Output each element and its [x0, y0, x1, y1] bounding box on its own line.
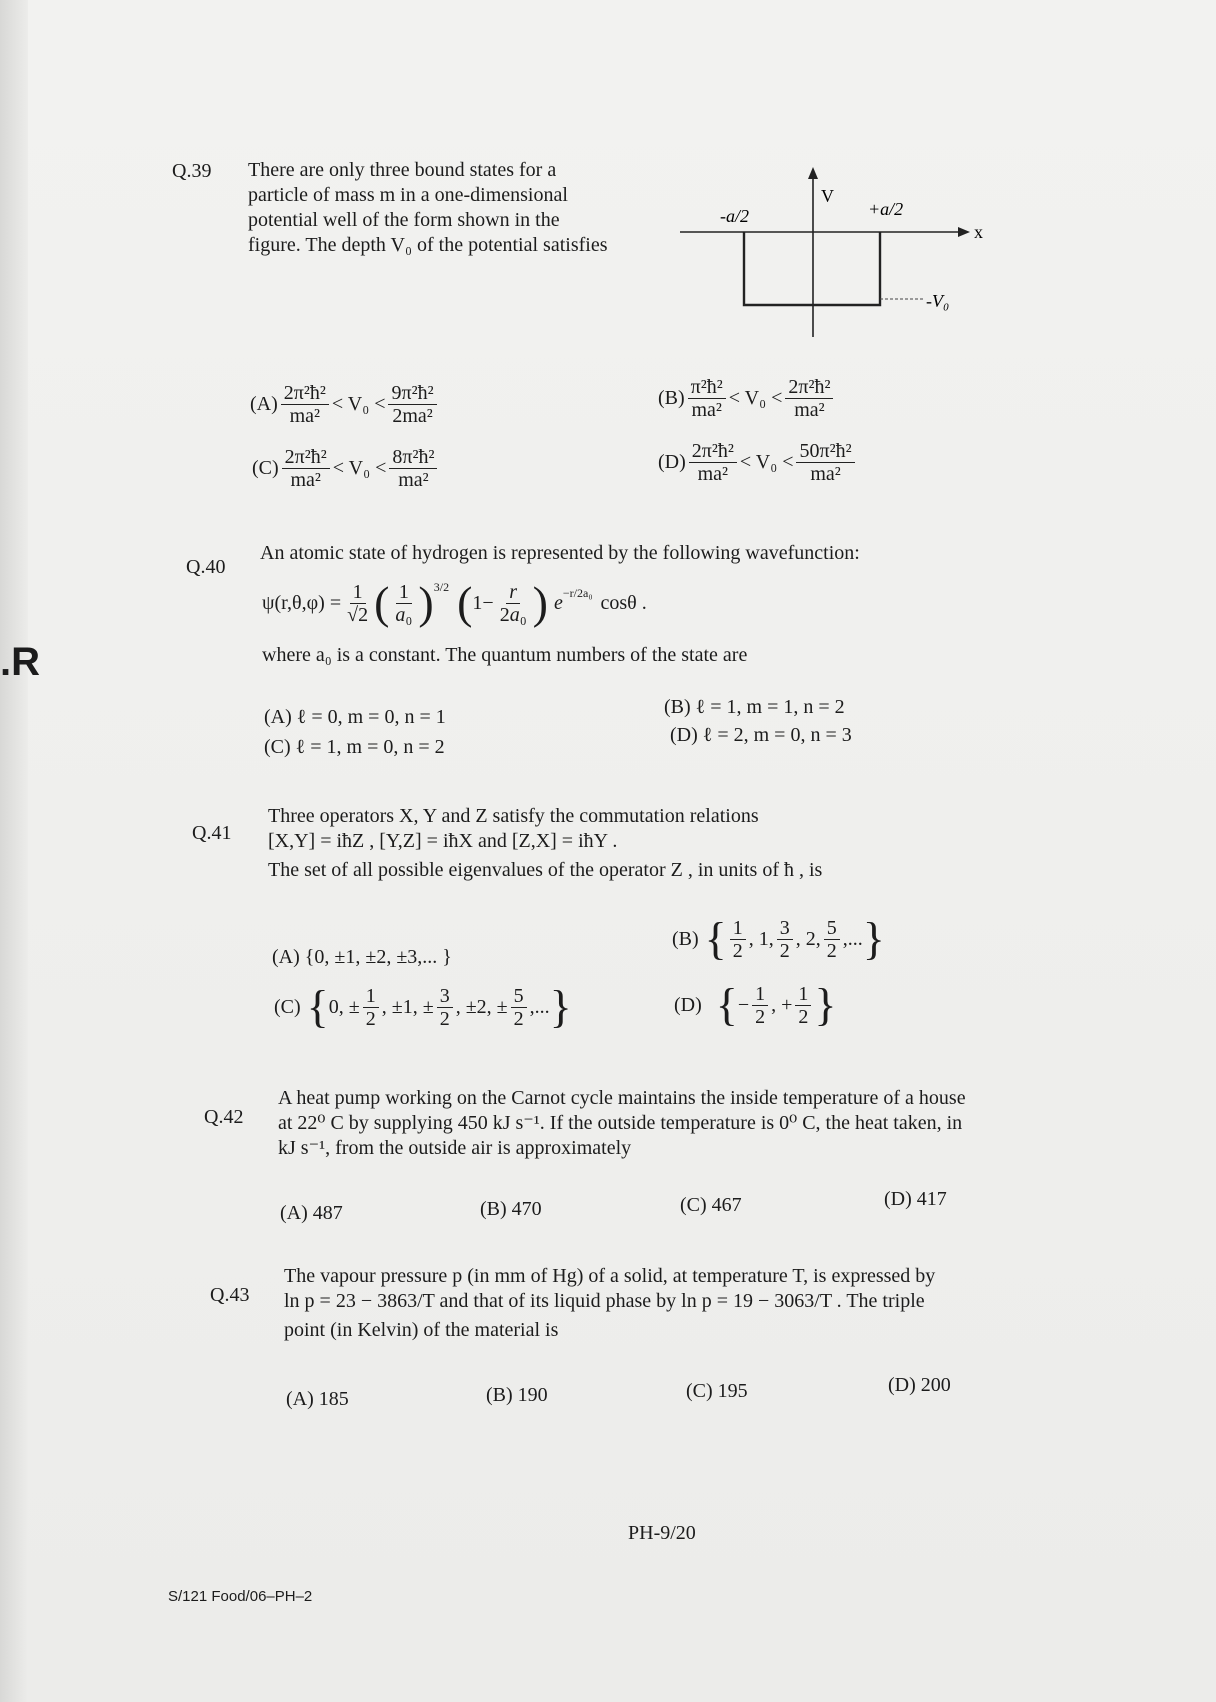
q43-line: ln p = 23 − 3863/T and that of its liquid phase by ln p = 19 − 3063/T . The triple [284, 1290, 925, 1312]
q43-option-b: (B) 190 [486, 1384, 548, 1406]
left-edge-label: -a/2 [720, 206, 749, 226]
q43-option-d: (D) 200 [888, 1374, 951, 1396]
footer-code: S/121 Food/06–PH–2 [168, 1588, 313, 1605]
q41-option-a: (A) {0, ±1, ±2, ±3,... } [272, 946, 452, 968]
q39-line: There are only three bound states for a [248, 159, 557, 181]
q43-option-c: (C) 195 [686, 1380, 748, 1402]
depth-label: -V₀ [926, 291, 950, 311]
q39-option-c: (C) $\frac{\text{2π²ħ²}}{\text{ma²}}$ < V₀ < $\frac{\text{8π²ħ²}}{\text{ma²}}$ [252, 446, 440, 491]
q42-text [278, 1086, 1068, 1161]
q40-option-b: (B) ℓ = 1, m = 1, n = 2 [664, 696, 845, 718]
q43-line: point (in Kelvin) of the material is [284, 1319, 559, 1341]
q43-text [284, 1264, 1064, 1343]
q40-option-c: (C) ℓ = 1, m = 0, n = 2 [264, 736, 445, 758]
q42-option-c: (C) 467 [680, 1194, 742, 1216]
q40-option-a: (A) ℓ = 0, m = 0, n = 1 [264, 706, 446, 728]
q41-option-b: (B) { $\frac{1}{2}$ , 1, $\frac{3}{2}$ , 2, $\frac{5}{2}$ ,... } [672, 913, 885, 964]
q39-option-a: (A) $\frac{\text{2π²ħ²}}{\text{ma²}}$ < V₀ < $\frac{\text{9π²ħ²}}{\text{2ma²}}$ [250, 382, 440, 427]
q39-line: particle of mass m in a one-dimensional [248, 184, 568, 206]
q40-where: where a₀ is a constant. The quantum numbers of the state are [262, 644, 748, 666]
q42-line: kJ s⁻¹, from the outside air is approximately [278, 1137, 632, 1159]
well-outline [744, 232, 880, 305]
q39-option-b: (B) $\frac{\text{π²ħ²}}{\text{ma²}}$ < V₀ < $\frac{\text{2π²ħ²}}{\text{ma²}}$ [658, 376, 836, 421]
q40-wavefunction: ψ(r,θ,φ) = $\frac{1}{√2}$ ( $\frac{1}{\text{a₀}}$ ) 3/2 ( 1− $\frac{r}{\text{2a₀}}$ ) e −r/2a₀ cosθ . [262, 577, 647, 628]
q42-option-d: (D) 417 [884, 1188, 947, 1210]
x-axis-arrow [958, 227, 970, 237]
q39-line: potential well of the form shown in the [248, 209, 560, 231]
q41-text [268, 804, 988, 883]
q42-line: A heat pump working on the Carnot cycle maintains the inside temperature of a house [278, 1087, 966, 1109]
page-number: PH-9/20 [628, 1522, 696, 1544]
potential-well-figure [680, 165, 983, 345]
q42-option-b: (B) 470 [480, 1198, 542, 1220]
q42-number: Q.42 [204, 1106, 244, 1128]
q42-line: at 22⁰ C by supplying 450 kJ s⁻¹. If the outside temperature is 0⁰ C, the heat taken, in [278, 1112, 963, 1134]
q41-line: Three operators X, Y and Z satisfy the commutation relations [268, 805, 759, 827]
q39-text [248, 158, 678, 258]
margin-mark: .R [0, 640, 40, 684]
q39-line: figure. The depth V₀ of the potential satisfies [248, 234, 608, 256]
v-axis-arrow [808, 167, 818, 179]
q42-option-a: (A) 487 [280, 1202, 343, 1224]
v-label: V [821, 186, 834, 206]
q39-option-d: (D) $\frac{\text{2π²ħ²}}{\text{ma²}}$ < V₀ < $\frac{\text{50π²ħ²}}{\text{ma²}}$ [658, 440, 858, 485]
q41-line: [X,Y] = iħZ , [Y,Z] = iħX and [Z,X] = iħY . [268, 830, 618, 852]
q41-option-c: (C) { 0, ± $\frac{1}{2}$ , ±1, ± $\frac{3}{2}$ , ±2, ± $\frac{5}{2}$ ,... } [274, 981, 572, 1032]
q40-option-d: (D) ℓ = 2, m = 0, n = 3 [670, 724, 852, 746]
q40-number: Q.40 [186, 556, 226, 578]
q41-number: Q.41 [192, 822, 232, 844]
q43-option-a: (A) 185 [286, 1388, 349, 1410]
q41-option-d: (D) { − $\frac{1}{2}$ , + $\frac{1}{2}$ } [674, 979, 837, 1030]
q43-number: Q.43 [210, 1284, 250, 1306]
q39-number: Q.39 [172, 160, 212, 182]
scan-edge-shadow [0, 0, 28, 1702]
right-edge-label: +a/2 [868, 199, 904, 219]
q40-intro: An atomic state of hydrogen is represented by the following wavefunction: [260, 542, 860, 564]
q41-line: The set of all possible eigenvalues of the operator Z , in units of ħ , is [268, 859, 823, 881]
x-label: x [974, 222, 983, 242]
q43-line: The vapour pressure p (in mm of Hg) of a solid, at temperature T, is expressed by [284, 1265, 936, 1287]
